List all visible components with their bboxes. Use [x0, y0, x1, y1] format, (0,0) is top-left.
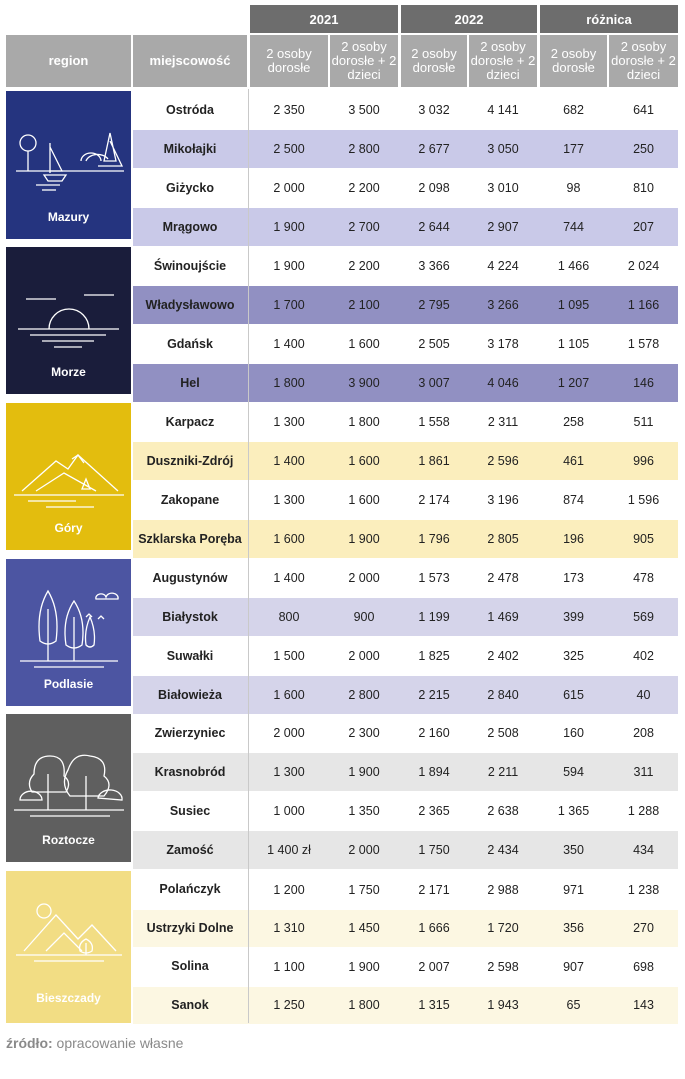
price-cell: 258 [563, 415, 584, 429]
price-cell: 2 000 [273, 726, 305, 740]
price-cell: 2 350 [273, 103, 305, 117]
header-2022-family: 2 osoby dorosłe + 2 dzieci [469, 35, 537, 87]
table-row [133, 871, 678, 908]
header-town: miejscowość [133, 35, 247, 87]
town-name: Giżycko [166, 180, 214, 195]
price-cell: 4 046 [487, 376, 519, 390]
price-cell: 2 795 [418, 298, 450, 312]
price-cell: 1 469 [487, 610, 519, 624]
table-row [133, 130, 678, 168]
price-cell: 3 178 [487, 337, 519, 351]
price-cell: 2 805 [487, 532, 519, 546]
table-row [133, 792, 678, 830]
price-cell: 2 508 [487, 726, 519, 740]
region-bieszczady [6, 871, 131, 1023]
price-cell: 270 [633, 921, 654, 935]
price-cell: 907 [563, 959, 584, 974]
town-name: Gdańsk [167, 336, 213, 351]
town-name: Białystok [162, 609, 218, 624]
price-cell: 1 800 [273, 376, 305, 390]
price-cell: 1 578 [627, 337, 660, 351]
region-name: Góry [54, 521, 83, 535]
price-cell: 1 825 [418, 649, 450, 663]
price-cell: 971 [563, 882, 584, 897]
price-cell: 1 450 [348, 921, 380, 935]
table-row [133, 559, 678, 597]
source-note [6, 1035, 183, 1051]
region-roztocze [6, 714, 131, 862]
price-cell: 3 196 [487, 493, 519, 507]
price-cell: 2 200 [348, 181, 380, 195]
price-cell: 2 300 [348, 726, 380, 740]
price-cell: 1 600 [348, 337, 380, 351]
price-cell: 1 796 [418, 532, 450, 546]
price-cell: 160 [563, 726, 584, 740]
price-cell: 1 400 [273, 337, 305, 351]
source-label: źródło: [6, 1035, 53, 1051]
price-cell: 1 288 [627, 804, 660, 818]
price-cell: 1 199 [418, 610, 450, 624]
town-name: Zamość [166, 842, 214, 857]
table-row [133, 831, 678, 869]
town-name: Ustrzyki Dolne [146, 920, 234, 935]
region-gory [6, 403, 131, 550]
town-name: Polańczyk [159, 882, 221, 896]
price-cell: 177 [563, 142, 584, 156]
price-cell: 1 700 [273, 298, 305, 312]
table-row [133, 403, 678, 441]
price-cell: 2 638 [487, 804, 519, 818]
price-cell: 1 558 [418, 415, 450, 429]
price-cell: 1 600 [273, 688, 305, 702]
town-name: Augustynów [152, 570, 228, 585]
town-name: Krasnobród [154, 764, 226, 779]
price-cell: 1 861 [418, 454, 450, 468]
header-2022: 2022 [401, 5, 537, 33]
region-name: Bieszczady [36, 991, 101, 1005]
price-cell: 1 900 [273, 220, 305, 234]
price-cell: 65 [566, 998, 581, 1012]
price-cell: 1 466 [557, 259, 590, 273]
town-name: Duszniki-Zdrój [146, 453, 234, 468]
price-cell: 1 800 [348, 998, 380, 1012]
table-row [133, 364, 678, 402]
price-cell: 1 350 [348, 804, 380, 818]
price-cell: 2 988 [487, 882, 519, 897]
price-cell: 1 238 [627, 882, 660, 897]
table-row [133, 91, 678, 129]
table-row [133, 325, 678, 363]
price-cell: 900 [353, 610, 375, 624]
price-cell: 1 720 [487, 921, 519, 935]
price-cell: 3 032 [418, 103, 450, 117]
table-row [133, 598, 678, 636]
price-cell: 325 [563, 649, 584, 663]
price-cell: 1 310 [273, 921, 305, 935]
town-name: Władysławowo [145, 297, 235, 312]
price-cell: 3 007 [418, 376, 450, 390]
table-row [133, 169, 678, 207]
price-cell: 1 365 [557, 804, 590, 818]
price-cell: 2 215 [418, 688, 450, 702]
price-cell: 2 677 [418, 142, 450, 156]
price-cell: 2 505 [418, 337, 450, 351]
header-difference: różnica [540, 5, 678, 33]
price-cell: 2 024 [627, 259, 660, 273]
price-cell: 146 [633, 376, 654, 390]
price-cell: 3 900 [348, 376, 380, 390]
price-cell: 1 600 [348, 454, 380, 468]
price-cell: 2 365 [418, 804, 450, 818]
price-cell: 1 400 [273, 571, 305, 585]
price-cell: 1 666 [418, 921, 450, 935]
price-cell: 4 224 [487, 259, 519, 273]
price-cell: 1 600 [273, 532, 305, 546]
table-row [133, 520, 678, 558]
price-cell: 1 300 [273, 493, 305, 507]
price-cell: 2 000 [273, 181, 305, 195]
price-cell: 615 [563, 688, 584, 702]
price-cell: 2 800 [348, 142, 380, 156]
price-cell: 350 [563, 843, 584, 857]
price-cell: 98 [566, 181, 581, 195]
price-cell: 1 105 [557, 337, 590, 351]
price-cell: 1 900 [348, 532, 380, 546]
header-diff-adults: 2 osoby dorosłe [540, 35, 607, 87]
town-name: Mikołajki [163, 141, 217, 156]
table-row [133, 208, 678, 246]
price-cell: 2 598 [487, 959, 519, 974]
price-cell: 2 800 [348, 688, 380, 702]
region-mazury [6, 91, 131, 239]
price-cell: 356 [563, 921, 584, 935]
town-name: Szklarska Poręba [138, 531, 242, 546]
price-cell: 2 160 [418, 726, 450, 740]
price-cell: 2 098 [418, 181, 450, 195]
price-cell: 2 500 [273, 142, 305, 156]
price-cell: 1 166 [627, 298, 660, 312]
price-cell: 1 500 [273, 649, 305, 663]
price-cell: 2 644 [418, 220, 450, 234]
price-cell: 1 250 [273, 998, 305, 1012]
town-name: Mrągowo [162, 219, 218, 234]
price-cell: 744 [563, 220, 584, 234]
price-cell: 208 [633, 726, 654, 740]
price-cell: 2 200 [348, 259, 380, 273]
price-cell: 511 [633, 415, 654, 429]
table-row [133, 676, 678, 714]
price-cell: 2 000 [348, 843, 380, 857]
price-cell: 905 [633, 532, 654, 546]
table-row [133, 286, 678, 324]
price-cell: 1 900 [348, 959, 380, 974]
price-cell: 569 [633, 610, 654, 624]
town-name: Suwałki [166, 648, 214, 663]
price-cell: 207 [633, 220, 654, 234]
price-cell: 1 943 [487, 998, 519, 1012]
table-row [133, 987, 678, 1024]
table-row [133, 714, 678, 752]
price-cell: 1 900 [348, 765, 380, 779]
price-cell: 3 050 [487, 142, 519, 156]
price-cell: 2 596 [487, 454, 519, 468]
price-cell: 3 266 [487, 298, 519, 312]
price-cell: 2 907 [487, 220, 519, 234]
price-cell: 682 [563, 103, 584, 117]
header-2021-family: 2 osoby dorosłe + 2 dzieci [330, 35, 398, 87]
price-cell: 2 840 [487, 688, 519, 702]
price-cell: 698 [633, 959, 654, 974]
price-cell: 1 207 [557, 376, 590, 390]
price-cell: 594 [563, 765, 584, 779]
region-name: Podlasie [43, 677, 94, 691]
price-cell: 800 [278, 610, 300, 624]
region-name: Morze [51, 365, 86, 379]
price-cell: 2 311 [487, 415, 519, 429]
region-name: Roztocze [42, 833, 95, 847]
price-cell: 2 100 [348, 298, 380, 312]
price-cell: 2 000 [348, 571, 380, 585]
price-cell: 1 400 [273, 454, 305, 468]
price-cell: 1 596 [627, 493, 660, 507]
price-cell: 311 [633, 765, 654, 779]
price-cell: 1 750 [418, 843, 450, 857]
price-cell: 1 600 [348, 493, 380, 507]
price-cell: 810 [633, 181, 654, 195]
header-2021-adults: 2 osoby dorosłe [250, 35, 328, 87]
price-cell: 250 [633, 142, 654, 156]
price-cell: 461 [563, 454, 584, 468]
town-name: Zwierzyniec [154, 725, 226, 740]
header-2022-adults: 2 osoby dorosłe [401, 35, 467, 87]
price-cell: 3 500 [348, 103, 380, 117]
price-cell: 996 [633, 454, 654, 468]
price-cell: 3 010 [487, 181, 519, 195]
source-text: opracowanie własne [56, 1035, 184, 1051]
region-podlasie [6, 559, 131, 706]
town-name: Białowieża [158, 687, 222, 702]
town-name: Karpacz [165, 414, 215, 429]
table-row [133, 948, 678, 985]
town-name: Solina [171, 959, 209, 973]
price-cell: 173 [563, 571, 584, 585]
price-cell: 2 700 [348, 220, 380, 234]
town-name: Świnoujście [153, 258, 227, 273]
price-cell: 1 894 [418, 765, 450, 779]
header-region: region [6, 35, 131, 87]
table-row [133, 442, 678, 480]
price-cell: 1 315 [418, 998, 450, 1012]
town-name: Susiec [169, 803, 211, 818]
price-cell: 40 [636, 688, 651, 702]
price-cell: 1 400 zł [267, 843, 311, 857]
price-cell: 1 100 [273, 959, 305, 974]
town-name: Zakopane [160, 492, 220, 507]
price-cell: 434 [633, 843, 654, 857]
price-cell: 1 573 [418, 571, 450, 585]
price-cell: 2 174 [418, 493, 450, 507]
price-cell: 1 800 [348, 415, 380, 429]
price-cell: 143 [633, 998, 654, 1012]
price-cell: 4 141 [487, 103, 519, 117]
price-cell: 1 900 [273, 259, 305, 273]
region-name: Mazury [47, 210, 90, 224]
price-cell: 196 [563, 532, 584, 546]
price-cell: 478 [633, 571, 654, 585]
price-cell: 2 478 [487, 571, 519, 585]
price-cell: 1 000 [273, 804, 305, 818]
table-row [133, 247, 678, 285]
price-cell: 641 [633, 103, 654, 117]
price-cell: 402 [633, 649, 654, 663]
price-cell: 874 [563, 493, 584, 507]
price-cell: 1 300 [273, 415, 305, 429]
price-cell: 1 095 [557, 298, 590, 312]
price-cell: 1 300 [273, 765, 305, 779]
town-name: Ostróda [166, 102, 214, 117]
price-cell: 2 171 [418, 882, 450, 897]
price-cell: 2 000 [348, 649, 380, 663]
table-row [133, 481, 678, 519]
price-cell: 2 211 [487, 765, 519, 779]
column-divider [248, 89, 249, 1023]
town-name: Hel [180, 375, 200, 390]
table-row [133, 910, 678, 947]
header-2021: 2021 [250, 5, 398, 33]
price-cell: 2 434 [487, 843, 519, 857]
header-diff-family: 2 osoby dorosłe + 2 dzieci [609, 35, 678, 87]
price-cell: 3 366 [418, 259, 450, 273]
price-cell: 2 007 [418, 959, 450, 974]
town-name: Sanok [171, 997, 209, 1012]
region-morze [6, 247, 131, 394]
price-cell: 1 750 [348, 882, 380, 897]
table-row [133, 637, 678, 675]
price-cell: 399 [563, 610, 584, 624]
price-cell: 2 402 [487, 649, 519, 663]
table-row [133, 753, 678, 791]
price-cell: 1 200 [273, 882, 305, 897]
